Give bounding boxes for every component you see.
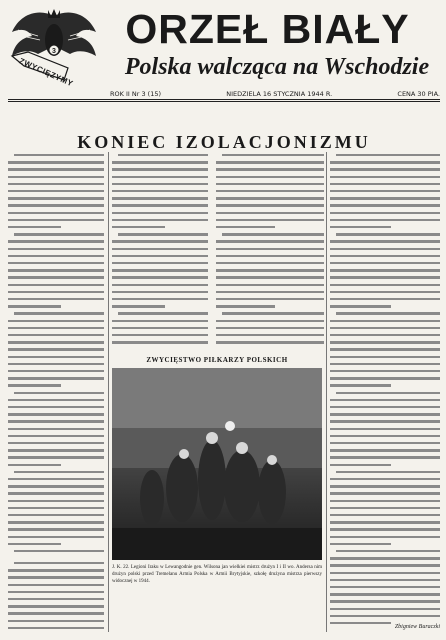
text-line — [330, 284, 440, 286]
text-line — [330, 176, 440, 178]
text-line — [8, 627, 104, 629]
text-line — [216, 262, 324, 264]
text-line — [8, 377, 104, 379]
text-line — [8, 449, 104, 451]
text-line — [8, 576, 104, 578]
text-line — [8, 327, 104, 329]
text-line — [8, 464, 61, 466]
text-line — [330, 356, 440, 358]
text-line — [8, 269, 104, 271]
text-line — [330, 572, 440, 574]
text-line — [330, 464, 391, 466]
text-line — [216, 176, 324, 178]
text-line — [8, 536, 104, 538]
text-line — [330, 500, 440, 502]
text-line — [216, 269, 324, 271]
text-line — [8, 569, 104, 571]
text-line — [330, 363, 440, 365]
text-line — [8, 521, 104, 523]
text-line — [216, 255, 324, 257]
text-line — [330, 608, 440, 610]
text-line — [216, 219, 324, 221]
text-line — [8, 584, 104, 586]
article-headline: KONIEC IZOLACJONIZMU — [77, 132, 371, 152]
text-line — [330, 334, 440, 336]
text-line — [222, 154, 324, 156]
text-line — [112, 262, 208, 264]
text-line — [330, 478, 440, 480]
text-line — [112, 305, 165, 307]
text-line — [14, 550, 104, 552]
text-line — [216, 204, 324, 206]
text-line — [330, 600, 440, 602]
text-line — [112, 255, 208, 257]
text-line — [8, 248, 104, 250]
text-line — [8, 528, 104, 530]
text-line — [216, 320, 324, 322]
text-line — [112, 226, 165, 228]
text-line — [8, 341, 104, 343]
text-line — [8, 543, 61, 545]
text-line — [8, 500, 104, 502]
text-line — [8, 591, 104, 593]
text-line — [8, 298, 104, 300]
text-line — [112, 168, 208, 170]
text-line — [330, 579, 440, 581]
text-line — [8, 399, 104, 401]
text-line — [8, 370, 104, 372]
text-line — [14, 562, 104, 564]
text-line — [330, 428, 440, 430]
text-line — [330, 377, 440, 379]
text-line — [8, 384, 61, 386]
text-line — [216, 327, 324, 329]
column-divider — [326, 152, 327, 632]
article-column-3 — [216, 152, 324, 352]
football-match-photo — [112, 368, 322, 560]
text-line — [8, 183, 104, 185]
text-line — [330, 543, 391, 545]
text-line — [330, 262, 440, 264]
text-line — [330, 485, 440, 487]
emblem-ribbon-text: ZWYCIĘZYMY — [17, 56, 75, 89]
article-signature: Zbigniew Buraczki — [394, 624, 440, 630]
photo-caption: J. K. 22. Legioni Iraku w Lewangodnie gen. Wilsona jan wielkiei mistrz drużyn I i II wo. Andersa nim drużyn polski przed Tremelanu Armia Polska w Armii Brytyjskie, szkołę drużyna mistrza pierwszy widocznej w 1944. — [112, 565, 322, 584]
column-divider — [108, 152, 109, 632]
text-line — [336, 154, 440, 156]
text-line — [8, 507, 104, 509]
text-line — [8, 598, 104, 600]
text-line — [112, 341, 208, 343]
text-line — [330, 240, 440, 242]
text-line — [330, 212, 440, 214]
text-line — [330, 341, 440, 343]
text-line — [14, 154, 104, 156]
text-line — [330, 399, 440, 401]
text-line — [216, 276, 324, 278]
text-line — [330, 248, 440, 250]
text-line — [330, 420, 440, 422]
text-line — [330, 384, 391, 386]
text-line — [8, 197, 104, 199]
text-line — [8, 605, 104, 607]
text-line — [112, 212, 208, 214]
text-line — [8, 320, 104, 322]
text-line — [8, 284, 104, 286]
text-line — [8, 363, 104, 365]
text-line — [8, 204, 104, 206]
text-line — [216, 190, 324, 192]
text-line — [8, 262, 104, 264]
text-line — [330, 557, 440, 559]
text-line — [8, 612, 104, 614]
text-line — [216, 284, 324, 286]
text-line — [330, 507, 440, 509]
text-line — [112, 219, 208, 221]
text-line — [112, 291, 208, 293]
text-line — [112, 320, 208, 322]
text-line — [112, 161, 208, 163]
text-line — [14, 233, 104, 235]
issue-price: CENA 30 PIA. — [397, 90, 440, 98]
text-line — [216, 298, 324, 300]
text-line — [330, 435, 440, 437]
text-line — [8, 442, 104, 444]
text-line — [8, 456, 104, 458]
text-line — [330, 528, 440, 530]
text-line — [330, 161, 440, 163]
text-line — [14, 471, 104, 473]
svg-text:3: 3 — [52, 48, 56, 55]
text-line — [216, 168, 324, 170]
text-line — [8, 428, 104, 430]
text-line — [330, 514, 440, 516]
text-line — [8, 356, 104, 358]
text-line — [8, 334, 104, 336]
text-line — [8, 226, 61, 228]
text-line — [216, 341, 324, 343]
text-line — [330, 327, 440, 329]
text-line — [112, 190, 208, 192]
text-line — [112, 269, 208, 271]
text-line — [8, 276, 104, 278]
text-line — [330, 168, 440, 170]
text-line — [112, 248, 208, 250]
text-line — [330, 406, 440, 408]
text-line — [330, 615, 440, 617]
text-line — [112, 327, 208, 329]
text-line — [336, 233, 440, 235]
text-line — [330, 492, 440, 494]
text-line — [118, 154, 208, 156]
text-line — [330, 197, 440, 199]
text-line — [216, 183, 324, 185]
text-line — [112, 284, 208, 286]
text-line — [330, 204, 440, 206]
article-column-1-bottom — [8, 560, 104, 632]
text-line — [330, 219, 440, 221]
text-line — [8, 413, 104, 415]
text-line — [330, 320, 440, 322]
text-line — [330, 586, 440, 588]
text-line — [222, 312, 324, 314]
text-line — [222, 233, 324, 235]
text-line — [8, 291, 104, 293]
issue-date: NIEDZIELA 16 STYCZNIA 1944 R. — [226, 90, 333, 98]
text-line — [330, 183, 440, 185]
text-line — [8, 255, 104, 257]
text-line — [336, 312, 440, 314]
text-line — [14, 312, 104, 314]
text-line — [330, 276, 440, 278]
issue-number: ROK II Nr 3 (15) — [110, 90, 162, 98]
text-line — [8, 240, 104, 242]
text-line — [8, 176, 104, 178]
text-line — [216, 212, 324, 214]
text-line — [330, 190, 440, 192]
text-line — [330, 370, 440, 372]
text-line — [330, 593, 440, 595]
text-line — [112, 334, 208, 336]
photo-title: ZWYCIĘSTWO PIŁKARZY POLSKICH — [146, 356, 288, 364]
text-line — [14, 392, 104, 394]
text-line — [330, 305, 391, 307]
masthead-subtitle: Polska walcząca na Wschodzie — [124, 54, 430, 80]
text-line — [8, 161, 104, 163]
text-line — [112, 176, 208, 178]
text-line — [216, 305, 275, 307]
text-line — [330, 442, 440, 444]
masthead-rule — [8, 99, 440, 100]
text-line — [336, 550, 440, 552]
article-column-4 — [330, 152, 440, 632]
text-line — [8, 514, 104, 516]
text-line — [330, 521, 440, 523]
text-line — [216, 240, 324, 242]
text-line — [8, 219, 104, 221]
text-line — [8, 168, 104, 170]
text-line — [8, 478, 104, 480]
text-line — [112, 240, 208, 242]
text-line — [8, 492, 104, 494]
text-line — [8, 420, 104, 422]
text-line — [330, 456, 440, 458]
text-line — [118, 233, 208, 235]
text-line — [8, 348, 104, 350]
text-line — [8, 212, 104, 214]
text-line — [112, 183, 208, 185]
text-line — [112, 204, 208, 206]
text-line — [216, 334, 324, 336]
article-column-1 — [8, 152, 104, 560]
text-line — [330, 269, 440, 271]
text-line — [216, 197, 324, 199]
text-line — [330, 291, 440, 293]
text-line — [112, 197, 208, 199]
issue-info-bar — [110, 90, 440, 98]
text-line — [216, 226, 275, 228]
text-line — [8, 435, 104, 437]
text-line — [8, 485, 104, 487]
text-line — [118, 312, 208, 314]
photo-scene-icon — [112, 368, 322, 560]
masthead-title: ORZEŁ BIAŁY — [125, 6, 410, 52]
text-line — [330, 413, 440, 415]
text-line — [112, 276, 208, 278]
text-line — [336, 471, 440, 473]
text-line — [8, 305, 61, 307]
text-line — [330, 564, 440, 566]
article-column-2 — [112, 152, 208, 352]
text-line — [8, 190, 104, 192]
text-line — [8, 620, 104, 622]
text-line — [330, 536, 440, 538]
text-line — [330, 348, 440, 350]
masthead-rule — [8, 101, 440, 102]
text-line — [216, 248, 324, 250]
text-line — [216, 161, 324, 163]
text-line — [330, 226, 391, 228]
text-line — [8, 406, 104, 408]
text-line — [330, 255, 440, 257]
text-line — [330, 449, 440, 451]
text-line — [330, 298, 440, 300]
text-line — [112, 298, 208, 300]
text-line — [216, 291, 324, 293]
text-line — [336, 392, 440, 394]
